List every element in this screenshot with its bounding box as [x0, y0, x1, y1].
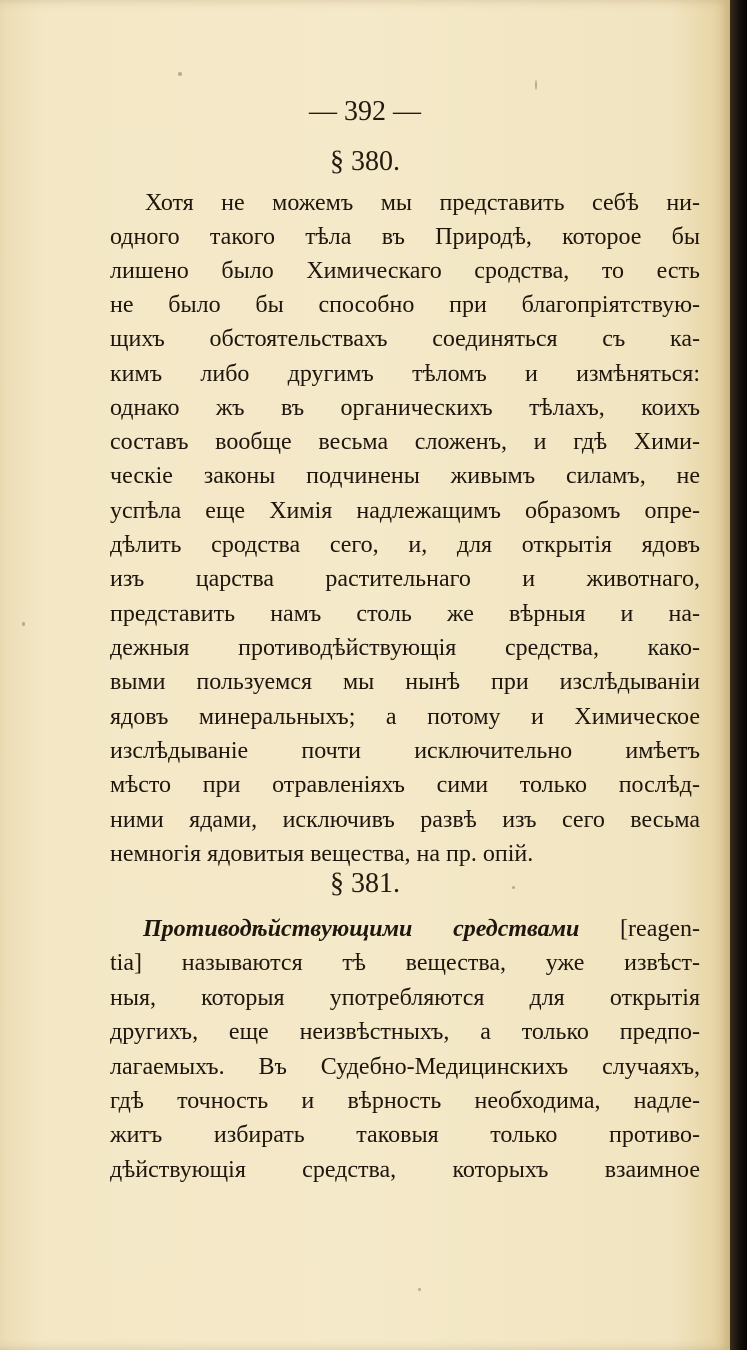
- text-line: немногія ядовитыя вещества, на пр. опій.: [110, 841, 534, 867]
- text-line: изслѣдываніе почти исключительно имѣетъ: [110, 738, 700, 764]
- text-line: ними ядами, исключивъ развѣ изъ сего весьма: [110, 807, 700, 833]
- paper-speck: [178, 72, 182, 76]
- text-line: дѣлить сродства сего, и, для открытія ядовъ: [110, 532, 700, 558]
- text-line: другихъ, еще неизвѣстныхъ, а только предпо-: [110, 1019, 700, 1045]
- text-line: однако жъ въ органическихъ тѣлахъ, коихъ: [110, 395, 700, 421]
- text-line: представить намъ столь же вѣрныя и на-: [110, 601, 700, 627]
- text-line: Хотя не можемъ мы представить себѣ ни-: [145, 190, 700, 216]
- text-line: дѣйствующія средства, которыхъ взаимное: [110, 1157, 700, 1183]
- text-line: ныя, которыя употребляются для открытія: [110, 985, 700, 1011]
- text-line: ческіе законы подчинены живымъ силамъ, не: [110, 463, 700, 489]
- text-line: одного такого тѣла въ Природѣ, которое бы: [110, 224, 700, 250]
- text-line: дежныя противодѣйствующія средства, како-: [110, 635, 700, 661]
- page-number: — 392 —: [309, 96, 421, 127]
- text-line: изъ царства растительнаго и животнаго,: [110, 566, 700, 592]
- section-title-381: § 381.: [330, 868, 400, 899]
- text-line: выми пользуемся мы нынѣ при изслѣдываніи: [110, 669, 700, 695]
- text-line-first: [143, 912, 700, 946]
- text-line: tia] называются тѣ вещества, уже извѣст-: [110, 950, 700, 976]
- text-line: успѣла еще Химія надлежащимъ образомъ опре-: [110, 498, 700, 524]
- text-line: гдѣ точность и вѣрность необходима, надле-: [110, 1088, 700, 1114]
- text-line: мѣсто при отравленіяхъ сими только послѣд-: [110, 772, 700, 798]
- book-page-edge: [730, 0, 747, 1350]
- text-line: лишено было Химическаго сродства, то есть: [110, 258, 700, 284]
- text-line: не было бы способно при благопріятствую-: [110, 292, 700, 318]
- defined-term: Противодѣйствующими средствами: [143, 916, 580, 942]
- paper-speck: [22, 622, 25, 626]
- paper-speck: [535, 80, 537, 90]
- text-line: составъ вообще весьма сложенъ, и гдѣ Хими-: [110, 429, 700, 455]
- text-line: житъ избирать таковыя только противо-: [110, 1122, 700, 1148]
- text-line: щихъ обстоятельствахъ соединяться съ ка-: [110, 326, 700, 352]
- latin-term: [reagen-: [579, 916, 700, 942]
- text-line: ядовъ минеральныхъ; а потому и Химическое: [110, 704, 700, 730]
- paper-speck: [418, 1288, 421, 1291]
- text-line: кимъ либо другимъ тѣломъ и измѣняться:: [110, 361, 700, 387]
- section-title-380: § 380.: [330, 146, 400, 177]
- text-line: лагаемыхъ. Въ Судебно-Медицинскихъ случаяхъ,: [110, 1054, 700, 1080]
